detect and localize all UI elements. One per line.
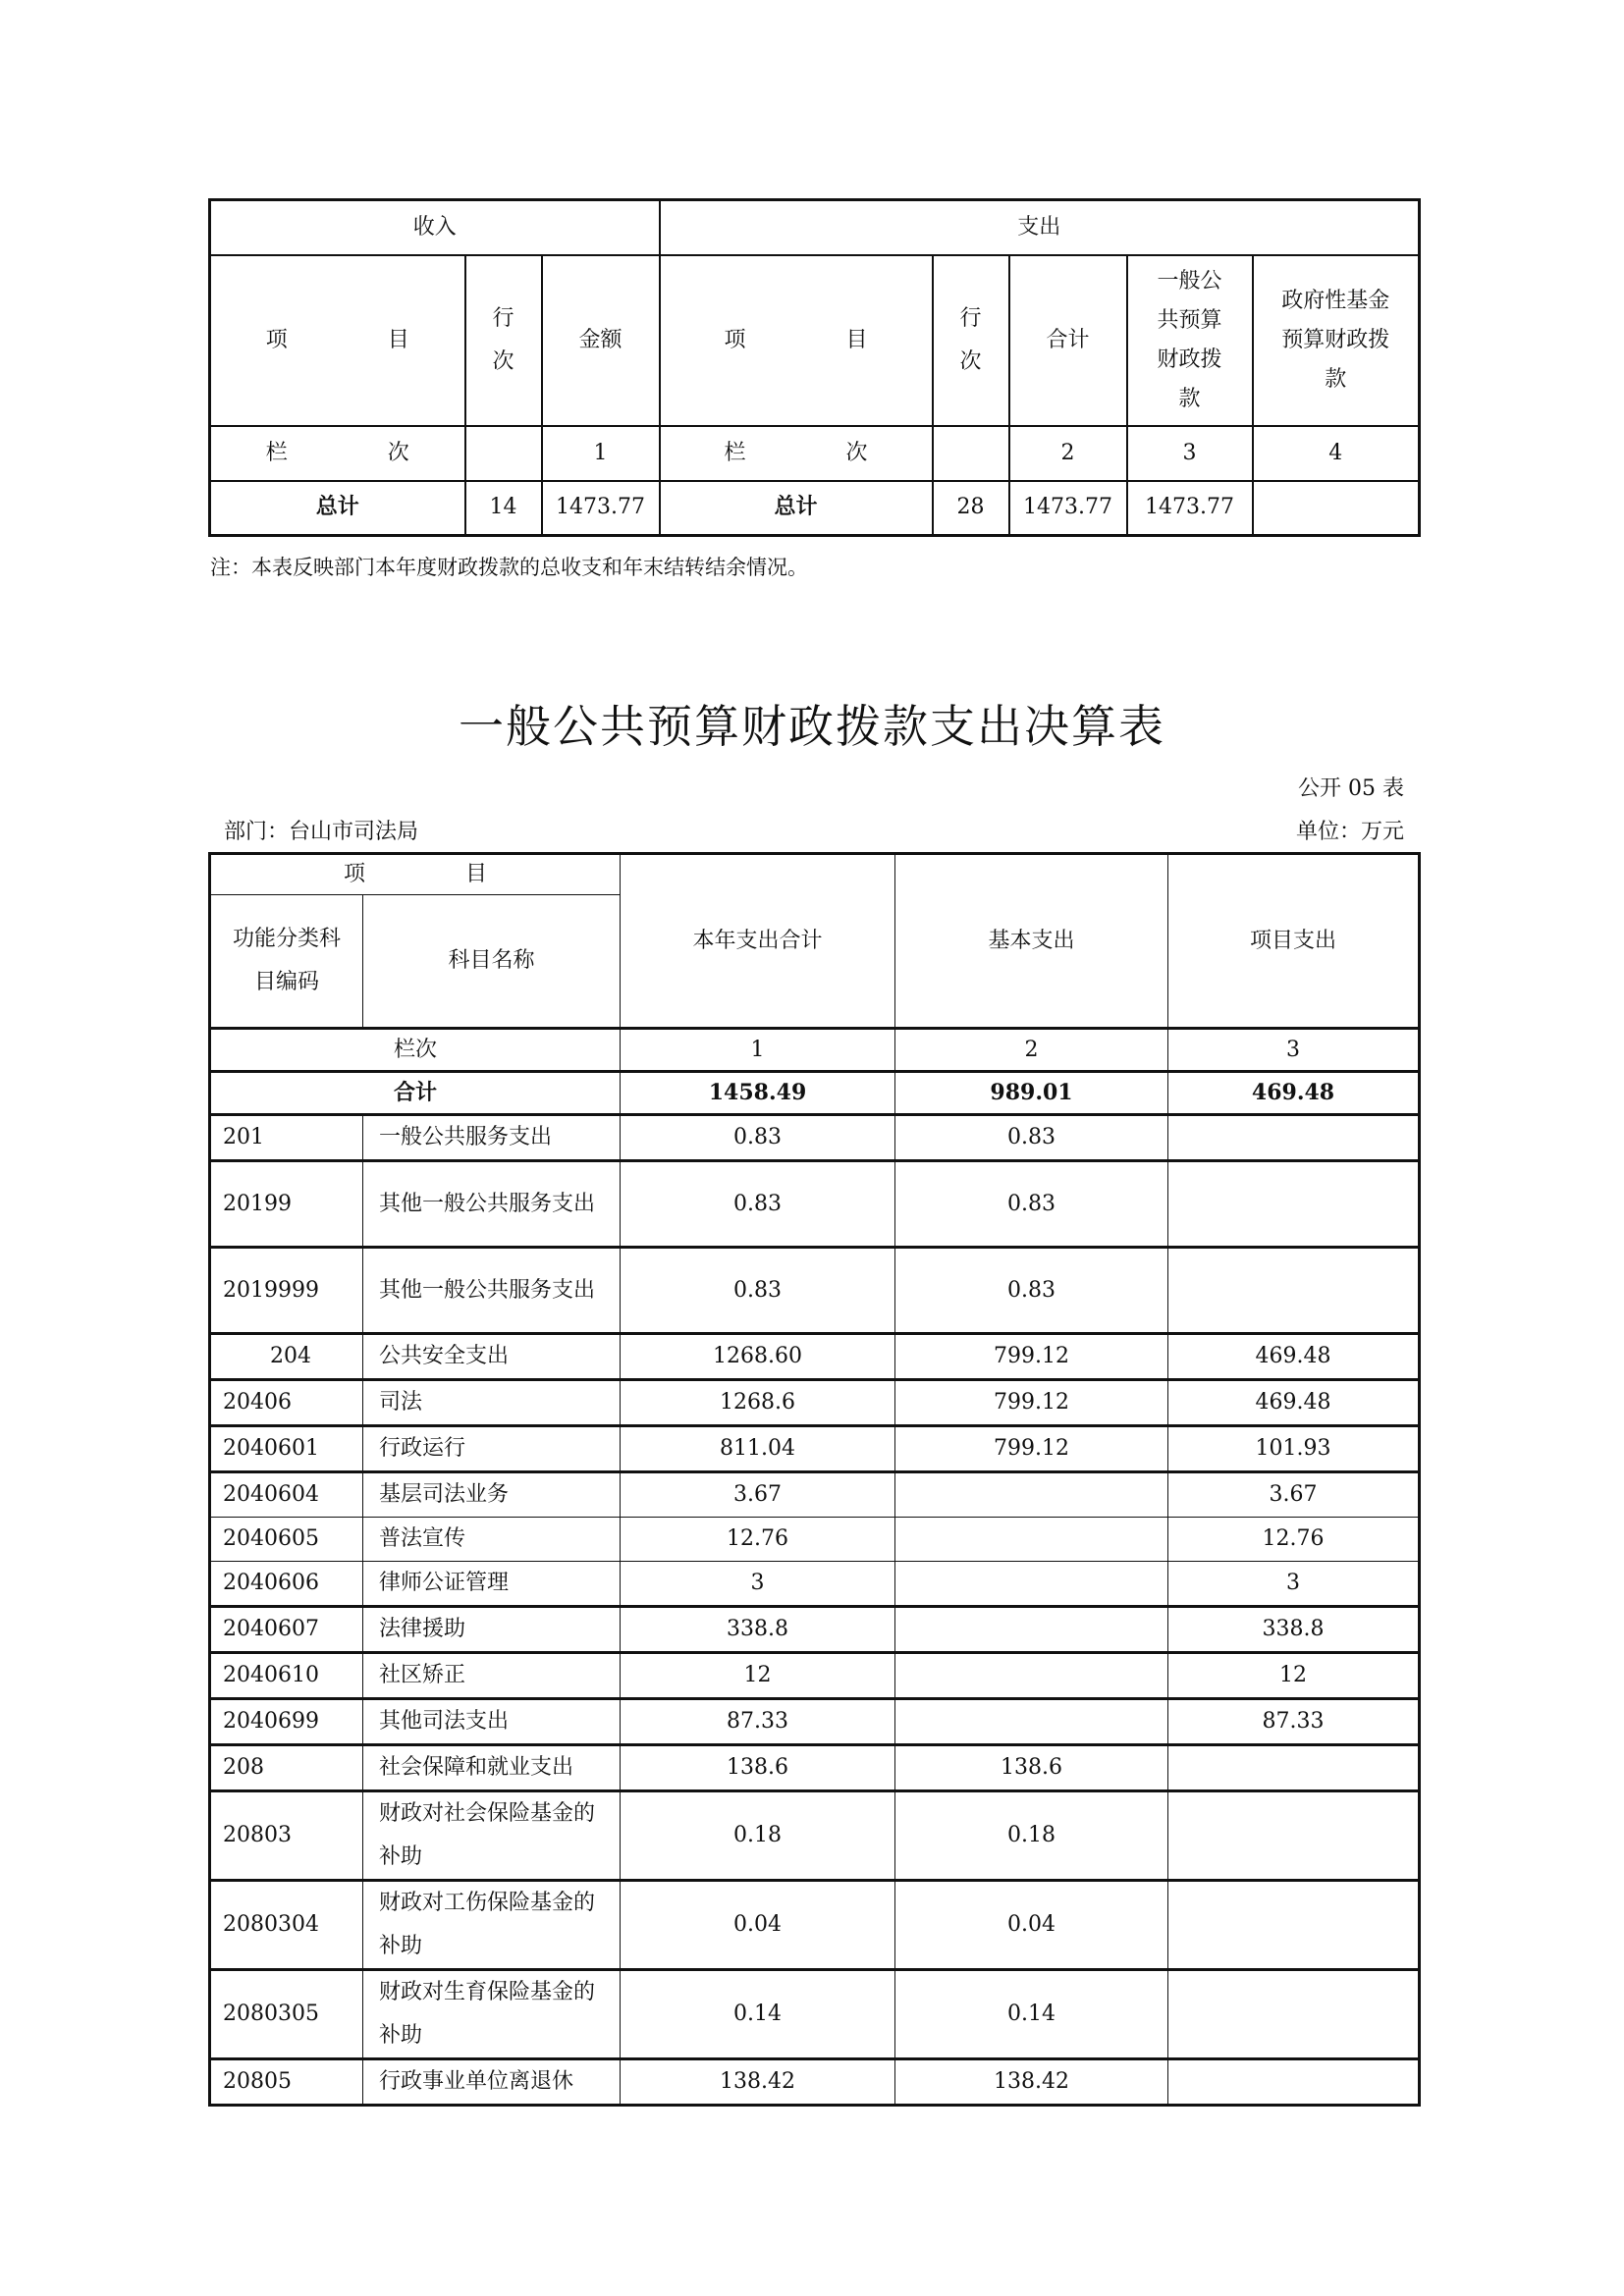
row-basic-value (895, 1607, 1168, 1653)
expense-total-colno: 2 (1009, 426, 1127, 481)
row-code: 2040610 (210, 1653, 363, 1699)
row-name: 律师公证管理 (363, 1562, 621, 1607)
row-code: 208 (210, 1745, 363, 1791)
row-basic-value (895, 1472, 1168, 1518)
income-total-label: 总计 (210, 481, 465, 536)
row-project-value (1168, 1970, 1420, 2059)
row-total-value: 1268.6 (621, 1380, 895, 1426)
expense-section-header: 支出 (660, 200, 1420, 255)
code-header: 功能分类科目编码 (210, 895, 363, 1029)
row-total-value: 0.18 (621, 1791, 895, 1881)
row-total-value: 0.83 (621, 1161, 895, 1248)
table-row (210, 1380, 1420, 1426)
expenditure-rows (210, 1115, 1420, 2106)
row-code: 201 (210, 1115, 363, 1161)
unit-label: 单位：万元 (1295, 820, 1404, 844)
row-total-value: 0.83 (621, 1115, 895, 1161)
income-item-header: 项 目 (210, 255, 465, 426)
income-colno-label: 栏 次 (210, 426, 465, 481)
expense-row-no-header: 行次 (933, 255, 1009, 426)
row-code: 2019999 (210, 1248, 363, 1334)
row-basic-value: 799.12 (895, 1380, 1168, 1426)
table-note: 注：本表反映部门本年度财政拨款的总收支和年末结转结余情况。 (210, 556, 808, 579)
row-name: 其他司法支出 (363, 1699, 621, 1745)
table-row (210, 1518, 1420, 1562)
column-number-row (210, 1029, 1420, 1072)
table-row (210, 1970, 1420, 2059)
row-total-value: 87.33 (621, 1699, 895, 1745)
row-name: 社区矫正 (363, 1653, 621, 1699)
row-code: 2040699 (210, 1699, 363, 1745)
expense-general-amount: 1473.77 (1127, 481, 1253, 536)
row-project-value: 3 (1168, 1562, 1420, 1607)
row-project-value (1168, 1115, 1420, 1161)
row-basic-value (895, 1518, 1168, 1562)
row-basic-value (895, 1653, 1168, 1699)
row-total-value: 12 (621, 1653, 895, 1699)
row-project-value (1168, 1248, 1420, 1334)
expense-general-budget-header: 一般公共预算财政拨款 (1127, 255, 1253, 426)
expense-total-label: 总计 (660, 481, 933, 536)
row-basic-value: 0.18 (895, 1791, 1168, 1881)
income-amount-header: 金额 (542, 255, 660, 426)
name-header: 科目名称 (363, 895, 621, 1029)
row-basic-value: 138.6 (895, 1745, 1168, 1791)
row-name: 基层司法业务 (363, 1472, 621, 1518)
row-project-value (1168, 1745, 1420, 1791)
row-project-value (1168, 1881, 1420, 1970)
income-total-row-no: 14 (465, 481, 542, 536)
table-row (210, 1161, 1420, 1248)
row-code: 2080305 (210, 1970, 363, 2059)
row-total-value: 3.67 (621, 1472, 895, 1518)
row-code: 2040601 (210, 1426, 363, 1472)
colno-project: 3 (1168, 1029, 1420, 1072)
row-name: 法律援助 (363, 1607, 621, 1653)
row-code: 20805 (210, 2059, 363, 2106)
project-expense-header: 项目支出 (1168, 854, 1420, 1029)
row-project-value: 101.93 (1168, 1426, 1420, 1472)
row-total-value: 1268.60 (621, 1334, 895, 1380)
row-name: 财政对工伤保险基金的补助 (363, 1881, 621, 1970)
department-label: 部门：台山市司法局 (224, 820, 419, 844)
row-project-value (1168, 1161, 1420, 1248)
table-row (210, 1699, 1420, 1745)
row-code: 20199 (210, 1161, 363, 1248)
colno-basic: 2 (895, 1029, 1168, 1072)
table-row (210, 1334, 1420, 1380)
row-name: 社会保障和就业支出 (363, 1745, 621, 1791)
header-row-1 (210, 854, 1420, 895)
row-code: 2080304 (210, 1881, 363, 1970)
row-code: 204 (210, 1334, 363, 1380)
income-row-no-colno (465, 426, 542, 481)
expense-general-colno: 3 (1127, 426, 1253, 481)
row-total-value: 3 (621, 1562, 895, 1607)
row-basic-value (895, 1699, 1168, 1745)
row-total-value: 0.04 (621, 1881, 895, 1970)
row-basic-value: 0.83 (895, 1161, 1168, 1248)
expense-total-row-no: 28 (933, 481, 1009, 536)
row-total-value: 0.14 (621, 1970, 895, 2059)
total-expense-header: 本年支出合计 (621, 854, 895, 1029)
general-budget-expenditure-table (208, 852, 1421, 2107)
expense-colno-label: 栏 次 (660, 426, 933, 481)
table-row (210, 1653, 1420, 1699)
income-amount-colno: 1 (542, 426, 660, 481)
expense-total-header: 合计 (1009, 255, 1127, 426)
row-name: 其他一般公共服务支出 (363, 1248, 621, 1334)
row-total-value: 138.6 (621, 1745, 895, 1791)
row-total-value: 338.8 (621, 1607, 895, 1653)
row-name: 司法 (363, 1380, 621, 1426)
column-number-row (210, 426, 1420, 481)
row-basic-value: 799.12 (895, 1426, 1168, 1472)
expense-row-no-colno (933, 426, 1009, 481)
expense-total-amount: 1473.77 (1009, 481, 1127, 536)
basic-expense-header: 基本支出 (895, 854, 1168, 1029)
report-title: 一般公共预算财政拨款支出决算表 (459, 700, 1165, 753)
row-total-value: 12.76 (621, 1518, 895, 1562)
row-basic-value: 799.12 (895, 1334, 1168, 1380)
row-basic-value: 0.83 (895, 1115, 1168, 1161)
row-project-value: 338.8 (1168, 1607, 1420, 1653)
income-row-no-header: 行次 (465, 255, 542, 426)
table-row (210, 2059, 1420, 2106)
expense-item-header: 项 目 (660, 255, 933, 426)
row-project-value (1168, 2059, 1420, 2106)
row-code: 20406 (210, 1380, 363, 1426)
row-project-value: 12.76 (1168, 1518, 1420, 1562)
row-project-value: 3.67 (1168, 1472, 1420, 1518)
item-header: 项 目 (210, 854, 621, 895)
row-code: 2040605 (210, 1518, 363, 1562)
row-name: 普法宣传 (363, 1518, 621, 1562)
income-total-amount: 1473.77 (542, 481, 660, 536)
expense-gov-fund-colno: 4 (1253, 426, 1420, 481)
sum-project: 469.48 (1168, 1072, 1420, 1115)
sum-label: 合计 (210, 1072, 621, 1115)
fiscal-summary-table (208, 198, 1421, 537)
table-row (210, 1881, 1420, 1970)
row-name: 一般公共服务支出 (363, 1115, 621, 1161)
expense-gov-fund-header: 政府性基金预算财政拨款 (1253, 255, 1420, 426)
row-basic-value: 0.14 (895, 1970, 1168, 2059)
row-basic-value (895, 1562, 1168, 1607)
row-basic-value: 138.42 (895, 2059, 1168, 2106)
row-name: 其他一般公共服务支出 (363, 1161, 621, 1248)
row-project-value: 469.48 (1168, 1380, 1420, 1426)
table-row (210, 1607, 1420, 1653)
row-total-value: 0.83 (621, 1248, 895, 1334)
grand-total-row (210, 481, 1420, 536)
expense-gov-fund-amount (1253, 481, 1420, 536)
row-name: 行政事业单位离退休 (363, 2059, 621, 2106)
column-header-row (210, 255, 1420, 426)
table-row (210, 1426, 1420, 1472)
income-section-header: 收入 (210, 200, 660, 255)
row-name: 公共安全支出 (363, 1334, 621, 1380)
row-basic-value: 0.04 (895, 1881, 1168, 1970)
row-total-value: 138.42 (621, 2059, 895, 2106)
sum-basic: 989.01 (895, 1072, 1168, 1115)
table-row (210, 1472, 1420, 1518)
form-number: 公开 05 表 (1298, 776, 1404, 801)
sum-total: 1458.49 (621, 1072, 895, 1115)
row-name: 财政对社会保险基金的补助 (363, 1791, 621, 1881)
row-code: 2040604 (210, 1472, 363, 1518)
section-header-row (210, 200, 1420, 255)
row-code: 20803 (210, 1791, 363, 1881)
row-project-value: 12 (1168, 1653, 1420, 1699)
row-project-value (1168, 1791, 1420, 1881)
row-total-value: 811.04 (621, 1426, 895, 1472)
row-code: 2040607 (210, 1607, 363, 1653)
row-project-value: 469.48 (1168, 1334, 1420, 1380)
row-name: 财政对生育保险基金的补助 (363, 1970, 621, 2059)
row-code: 2040606 (210, 1562, 363, 1607)
table-row (210, 1115, 1420, 1161)
table-row (210, 1562, 1420, 1607)
table-row (210, 1791, 1420, 1881)
row-basic-value: 0.83 (895, 1248, 1168, 1334)
colno-total: 1 (621, 1029, 895, 1072)
sum-row (210, 1072, 1420, 1115)
table-row (210, 1248, 1420, 1334)
table-row (210, 1745, 1420, 1791)
row-name: 行政运行 (363, 1426, 621, 1472)
row-project-value: 87.33 (1168, 1699, 1420, 1745)
colno-label: 栏次 (210, 1029, 621, 1072)
